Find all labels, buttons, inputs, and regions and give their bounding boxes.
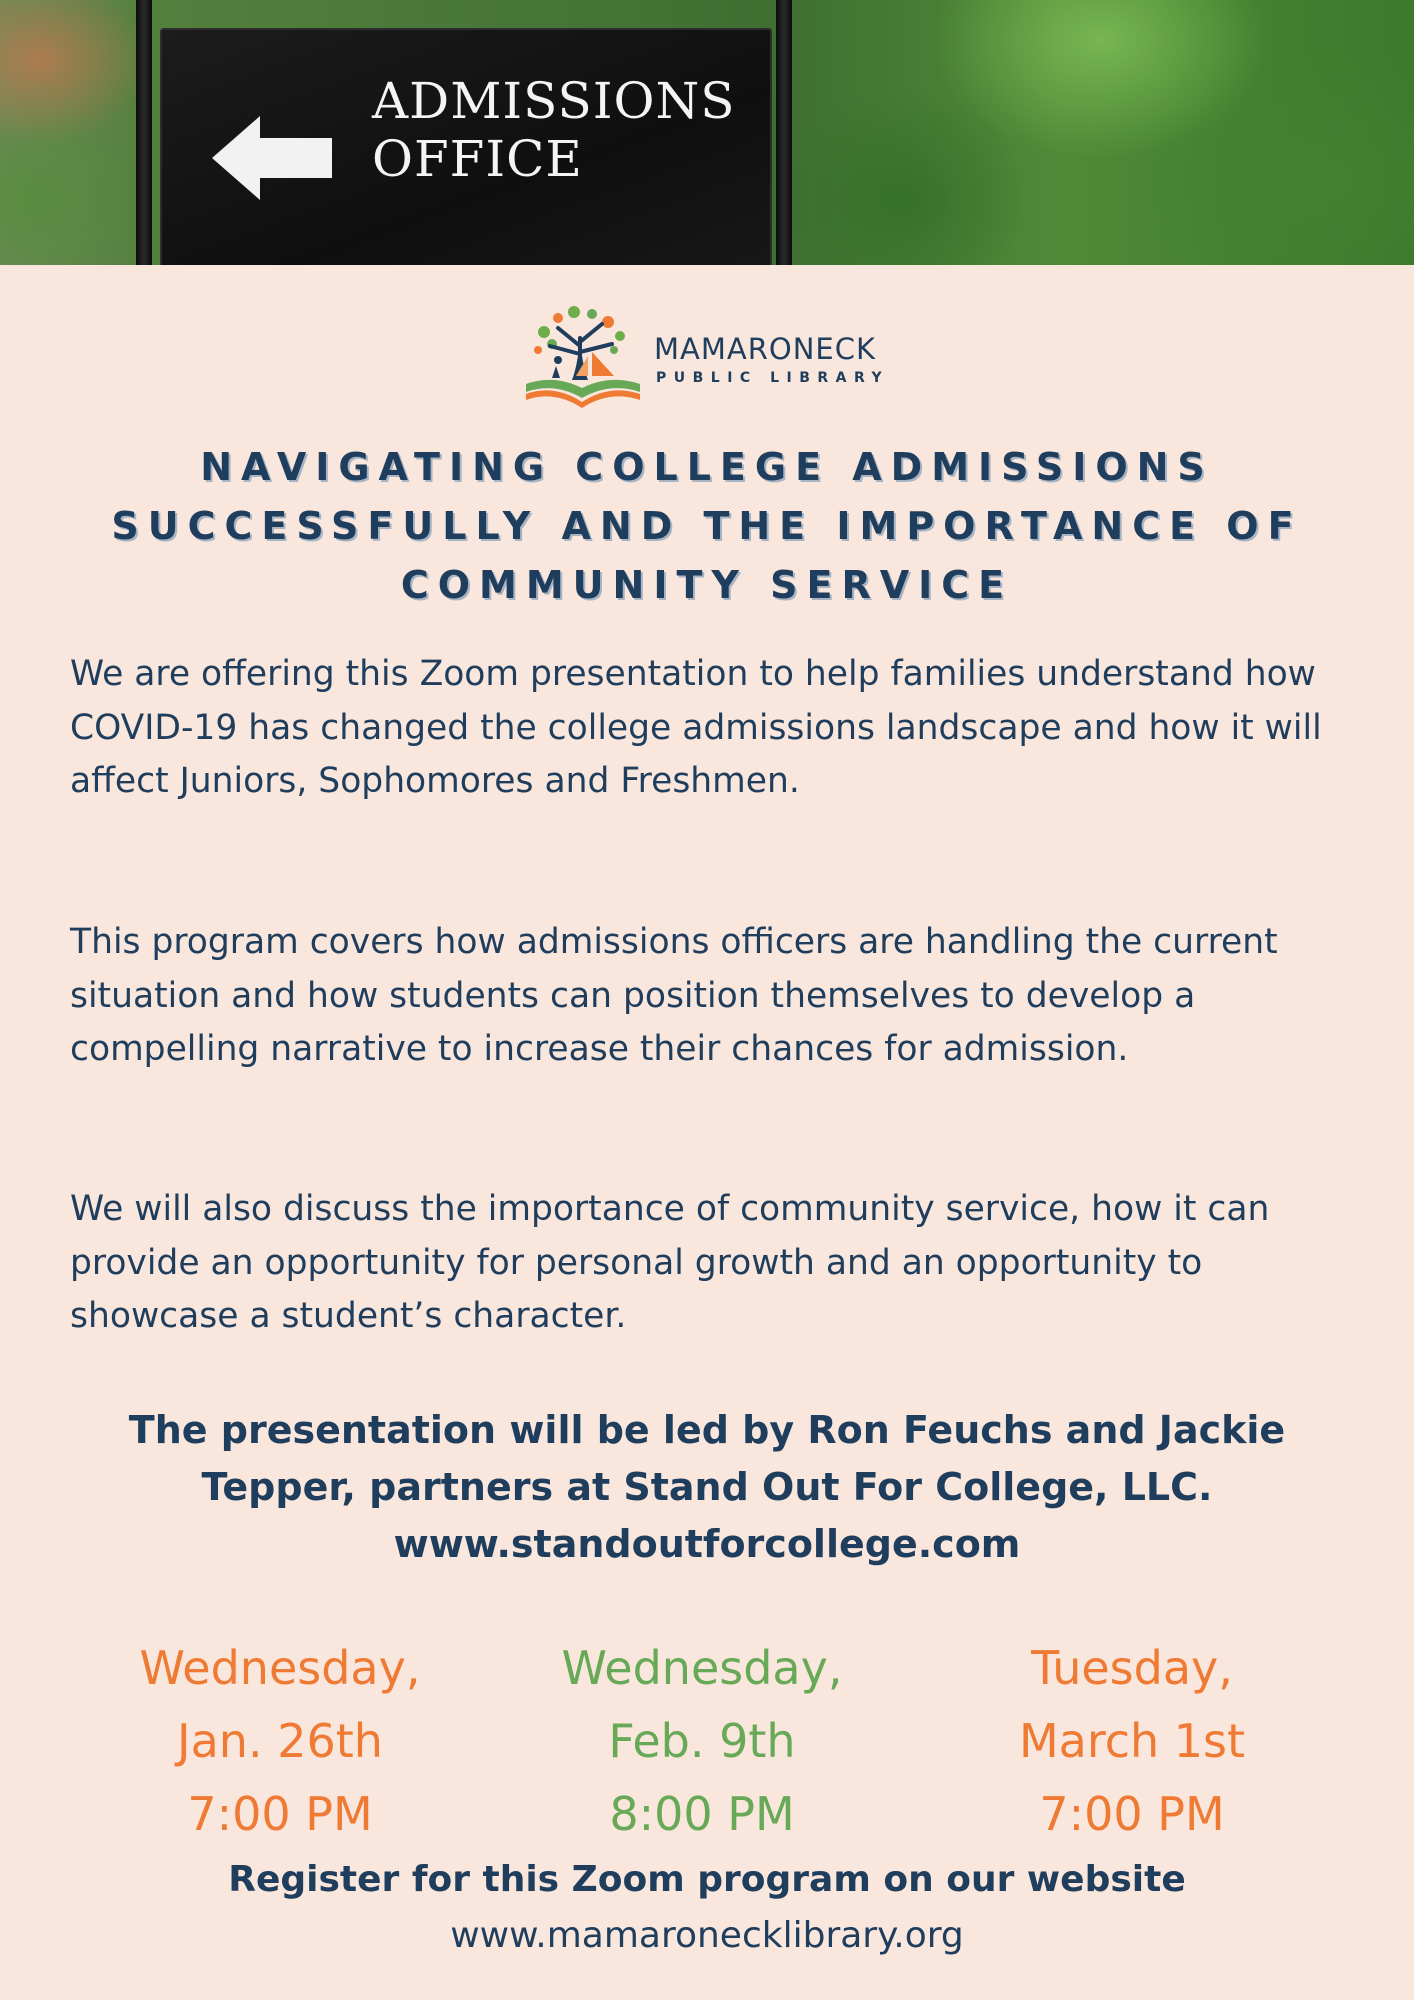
- tree-book-icon: [522, 304, 644, 412]
- session-date-1: [70, 1632, 490, 1851]
- session-day: Wednesday,: [561, 1641, 843, 1695]
- sign-line-2: OFFICE: [372, 130, 583, 188]
- presenters-line-2: Tepper, partners at Stand Out For College, LLC.: [201, 1465, 1213, 1509]
- session-date: March 1st: [1018, 1714, 1246, 1768]
- library-website-link[interactable]: www.mamaronecklibrary.org: [450, 1915, 964, 1956]
- session-time: 8:00 PM: [609, 1787, 795, 1841]
- presenters-info: [80, 1402, 1334, 1573]
- session-time: 7:00 PM: [1039, 1787, 1225, 1841]
- title-line-1: NAVIGATING COLLEGE ADMISSIONS: [200, 445, 1214, 489]
- sign-text: [372, 72, 736, 188]
- session-date-2: [492, 1632, 912, 1851]
- hero-photo: [0, 0, 1414, 265]
- session-day: Tuesday,: [1031, 1641, 1233, 1695]
- program-paragraph: This program covers how admissions officers are handling the current situation and how students can position themselves to develop a compelling narrative to increase their chances for admission.: [70, 922, 1278, 1069]
- register-text: Register for this Zoom program on our website: [228, 1859, 1186, 1900]
- arrow-left-icon: [212, 116, 332, 200]
- event-title: [60, 438, 1354, 615]
- session-day: Wednesday,: [139, 1641, 421, 1695]
- sign-post-left: [136, 0, 152, 265]
- sign-line-1: ADMISSIONS: [372, 72, 736, 130]
- session-date: Jan. 26th: [177, 1714, 383, 1768]
- library-logo: [522, 304, 902, 414]
- intro-paragraph: We are offering this Zoom presentation to help families understand how COVID-19 has changed the college admissions landscape and how it will affect Juniors, Sophomores and Freshmen.: [70, 654, 1322, 801]
- admissions-sign: [160, 28, 772, 265]
- title-line-2: SUCCESSFULLY AND THE IMPORTANCE OF: [111, 504, 1303, 548]
- title-line-3: COMMUNITY SERVICE: [400, 563, 1014, 607]
- session-date-3: [922, 1632, 1342, 1851]
- session-time: 7:00 PM: [187, 1787, 373, 1841]
- session-date: Feb. 9th: [608, 1714, 796, 1768]
- sign-post-right: [776, 0, 792, 265]
- library-name: MAMARONECK: [654, 332, 876, 366]
- presenters-line-1: The presentation will be led by Ron Feuchs and Jackie: [128, 1408, 1286, 1452]
- registration-info: [100, 1852, 1314, 1964]
- presenters-website-link[interactable]: www.standoutforcollege.com: [393, 1522, 1021, 1566]
- community-service-paragraph: We will also discuss the importance of community service, how it can provide an opportunity for personal growth and an opportunity to showcase a student’s character.: [70, 1189, 1270, 1336]
- library-subtitle: PUBLIC LIBRARY: [656, 370, 890, 386]
